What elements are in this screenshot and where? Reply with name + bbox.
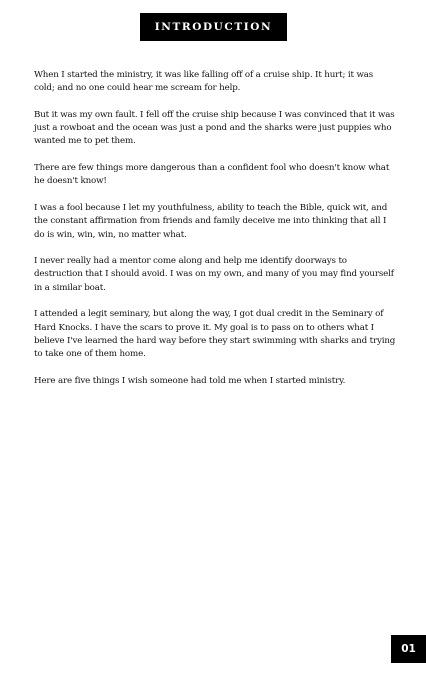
page-number-badge (391, 635, 426, 663)
paragraph: When I started the ministry, it was like falling off of a cruise ship. It hurt; it was cold; and no one could hear me scream for help. (34, 70, 374, 94)
page-number: 01 (401, 643, 416, 655)
paragraph: But it was my own fault. I fell off the cruise ship because I was convinced that it was just a rowboat and the ocean was just a pond and the sharks were just puppies who wanted me to pet them. (34, 109, 395, 147)
section-title: INTRODUCTION (154, 21, 273, 33)
section-title-bar (140, 13, 287, 41)
paragraph: I was a fool because I let my youthfulness, ability to teach the Bible, quick wit, and the constant affirmation from friends and family deceive me into thinking that all I do is win, win, win, no matter what. (34, 202, 388, 240)
paragraph: Here are five things I wish someone had told me when I started ministry. (34, 375, 346, 386)
paragraph: I never really had a mentor come along and help me identify doorways to destruction that I should avoid. I was on my own, and many of you may find yourself in a similar boat. (34, 256, 394, 293)
paragraph: I attended a legit seminary, but along the way, I got dual credit in the Seminary of Hard Knocks. I have the scars to prove it. My goal is to pass on to others what I believe I've learned the hard way before they start swimming with sharks and trying to take one of them home. (34, 309, 396, 360)
paragraph: There are few things more dangerous than a confident fool who doesn't know what he doesn't know! (34, 163, 390, 187)
body-text (34, 69, 396, 401)
